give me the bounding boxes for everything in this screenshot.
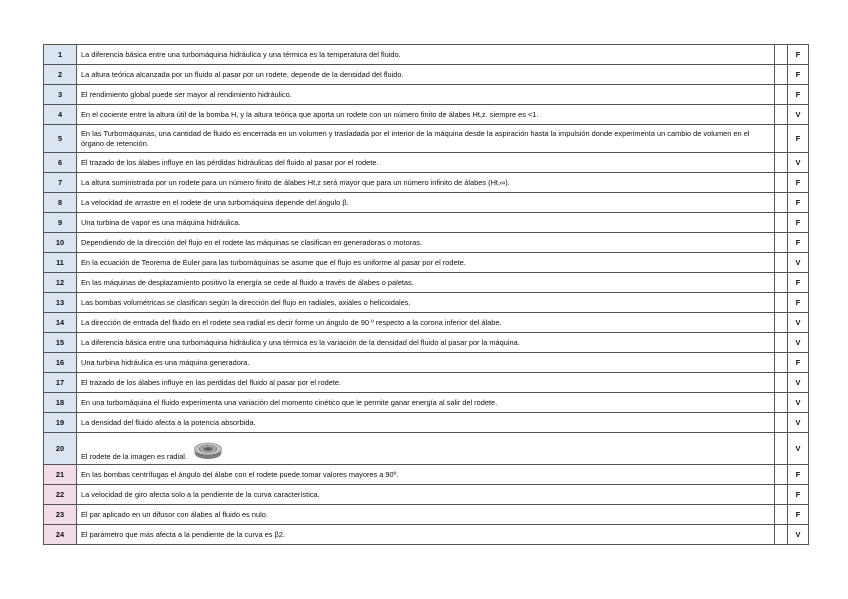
blank-cell: [775, 485, 788, 505]
blank-cell: [775, 45, 788, 65]
blank-cell: [775, 353, 788, 373]
question-number: 13: [44, 293, 77, 313]
blank-cell: [775, 213, 788, 233]
answer-cell: F: [788, 353, 809, 373]
blank-cell: [775, 313, 788, 333]
table-row: [44, 485, 809, 505]
question-number: 15: [44, 333, 77, 353]
blank-cell: [775, 153, 788, 173]
table-row: [44, 153, 809, 173]
answer-cell: F: [788, 465, 809, 485]
impeller-image: [193, 442, 223, 463]
table-row: [44, 393, 809, 413]
question-text: La altura suministrada por un rodete para un número finito de álabes Ht,z será mayor que para un número infinito de álabes (Ht,∞).: [77, 173, 775, 193]
question-number: 23: [44, 505, 77, 525]
question-number: 12: [44, 273, 77, 293]
question-text: En la ecuación de Teorema de Euler para las turbomáquinas se asume que el flujo es uniforme al pasar por el rodete.: [77, 253, 775, 273]
question-text-with-image: [77, 433, 775, 465]
question-text: La diferencia básica entre una turbomáquina hidráulica y una térmica es la temperatura del fluido.: [77, 45, 775, 65]
blank-cell: [775, 273, 788, 293]
blank-cell: [775, 125, 788, 153]
blank-cell: [775, 85, 788, 105]
table-row: [44, 125, 809, 153]
answer-cell: V: [788, 253, 809, 273]
table-row: [44, 45, 809, 65]
blank-cell: [775, 65, 788, 85]
table-row: [44, 433, 809, 465]
answer-cell: F: [788, 213, 809, 233]
blank-cell: [775, 173, 788, 193]
table-row: [44, 193, 809, 213]
table-row: [44, 505, 809, 525]
answer-cell: F: [788, 45, 809, 65]
question-number: 5: [44, 125, 77, 153]
table-row: [44, 253, 809, 273]
question-number: 10: [44, 233, 77, 253]
blank-cell: [775, 333, 788, 353]
blank-cell: [775, 193, 788, 213]
table-row: [44, 413, 809, 433]
question-number: 8: [44, 193, 77, 213]
table-row: [44, 213, 809, 233]
blank-cell: [775, 413, 788, 433]
blank-cell: [775, 393, 788, 413]
table-row: [44, 313, 809, 333]
question-text: En las bombas centrífugas el ángulo del álabe con el rodete puede tomar valores mayores a 90º.: [77, 465, 775, 485]
question-text: Una turbina hidráulica es una máquina generadora.: [77, 353, 775, 373]
table-row: [44, 293, 809, 313]
question-number: 22: [44, 485, 77, 505]
question-number: 11: [44, 253, 77, 273]
question-text: La velocidad de giro afecta solo a la pendiente de la curva característica.: [77, 485, 775, 505]
question-text: El rendimiento global puede ser mayor al rendimiento hidráulico.: [77, 85, 775, 105]
question-text: En las máquinas de desplazamiento positivo la energía se cede al fluido a través de álabes o paletas.: [77, 273, 775, 293]
answer-cell: V: [788, 333, 809, 353]
question-number: 16: [44, 353, 77, 373]
question-text: El par aplicado en un difusor con álabes al fluido es nulo.: [77, 505, 775, 525]
answer-cell: V: [788, 313, 809, 333]
question-number: 14: [44, 313, 77, 333]
answer-cell: F: [788, 273, 809, 293]
question-number: 9: [44, 213, 77, 233]
question-text: Dependiendo de la dirección del flujo en el rodete las máquinas se clasifican en generadoras o motoras.: [77, 233, 775, 253]
question-number: 17: [44, 373, 77, 393]
question-text: Las bombas volumétricas se clasifican según la dirección del flujo en radiales, axiales o helicoidales.: [77, 293, 775, 313]
table-row: [44, 85, 809, 105]
answer-cell: F: [788, 125, 809, 153]
answer-cell: V: [788, 373, 809, 393]
answer-cell: F: [788, 65, 809, 85]
question-text: El trazado de los álabes influye en las perdidas del fluido al pasar por el rodete.: [77, 373, 775, 393]
table-row: [44, 525, 809, 545]
question-text: La densidad del fluido afecta a la potencia absorbida.: [77, 413, 775, 433]
question-number: 6: [44, 153, 77, 173]
blank-cell: [775, 253, 788, 273]
true-false-table: [43, 44, 809, 545]
question-number: 18: [44, 393, 77, 413]
question-number: 19: [44, 413, 77, 433]
table-row: [44, 273, 809, 293]
answer-cell: F: [788, 505, 809, 525]
blank-cell: [775, 373, 788, 393]
answer-cell: F: [788, 173, 809, 193]
answer-cell: F: [788, 85, 809, 105]
answer-cell: V: [788, 105, 809, 125]
answer-cell: V: [788, 393, 809, 413]
question-number: 20: [44, 433, 77, 465]
question-text: En una turbomáquina el fluido experimenta una variación del momento cinético que le permite ganar energía al salir del rodete.: [77, 393, 775, 413]
blank-cell: [775, 233, 788, 253]
question-number: 21: [44, 465, 77, 485]
answer-cell: F: [788, 293, 809, 313]
table-row: [44, 465, 809, 485]
question-number: 7: [44, 173, 77, 193]
question-number: 2: [44, 65, 77, 85]
table-row: [44, 105, 809, 125]
table-row: [44, 65, 809, 85]
blank-cell: [775, 293, 788, 313]
answer-cell: F: [788, 233, 809, 253]
answer-cell: F: [788, 193, 809, 213]
question-number: 4: [44, 105, 77, 125]
table-row: [44, 233, 809, 253]
table-row: [44, 333, 809, 353]
answer-cell: V: [788, 525, 809, 545]
question-number: 3: [44, 85, 77, 105]
table-row: [44, 373, 809, 393]
question-text: El parámetro que más afecta a la pendiente de la curva es β2.: [77, 525, 775, 545]
question-text: La altura teórica alcanzada por un fluido al pasar por un rodete, depende de la densidad del fluido.: [77, 65, 775, 85]
question-text: La diferencia básica entre una turbomáquina hidráulica y una térmica es la variación de la densidad del fluido al pasar por la máquina.: [77, 333, 775, 353]
question-text: En las Turbomáquinas, una cantidad de fluido es encerrada en un volumen y trasladada por el interior de la máquina desde la aspiración hasta la impulsión donde experimenta un cambio de volumen en el órgano de retención.: [77, 125, 775, 153]
table-row: [44, 173, 809, 193]
blank-cell: [775, 505, 788, 525]
blank-cell: [775, 433, 788, 465]
question-text: La dirección de entrada del fluido en el rodete sea radial es decir forme un ángulo de 90 º respecto a la corona inferior del álabe.: [77, 313, 775, 333]
question-text: Una turbina de vapor es una máquina hidráulica.: [77, 213, 775, 233]
question-number: 1: [44, 45, 77, 65]
answer-cell: F: [788, 485, 809, 505]
blank-cell: [775, 465, 788, 485]
answer-cell: V: [788, 153, 809, 173]
question-text: La velocidad de arrastre en el rodete de una turbomáquina depende del ángulo β.: [77, 193, 775, 213]
question-text: El rodete de la imagen es radial.: [81, 452, 187, 461]
question-text: En el cociente entre la altura útil de la bomba H, y la altura teórica que aporta un rodete con un número finito de álabes Ht,z. siempre es <1.: [77, 105, 775, 125]
answer-cell: V: [788, 433, 809, 465]
table-row: [44, 353, 809, 373]
answer-cell: V: [788, 413, 809, 433]
question-number: 24: [44, 525, 77, 545]
blank-cell: [775, 525, 788, 545]
blank-cell: [775, 105, 788, 125]
question-text: El trazado de los álabes influye en las pérdidas hidráulicas del fluido al pasar por el rodete.: [77, 153, 775, 173]
